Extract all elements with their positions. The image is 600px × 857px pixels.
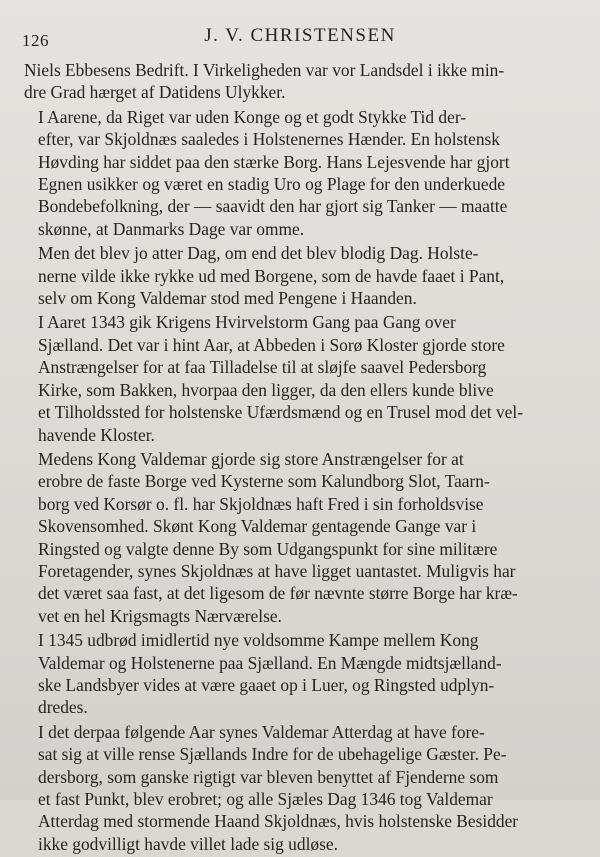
text-line: I Aaret 1343 gik Krigens Hvirvelstorm Gang paa Gang over: [38, 312, 456, 333]
text-line: Bondebefolkning, der — saavidt den har gjort sig Tanker — maatte: [38, 196, 508, 217]
paragraph: [24, 242, 576, 309]
text-line: Men det blev jo atter Dag, om end det blev blodig Dag. Holste-: [38, 243, 479, 264]
text-line: Niels Ebbesens Bedrift. I Virkeligheden var vor Landsdel i ikke min-: [24, 60, 505, 80]
text-line: I Aarene, da Riget var uden Konge og et godt Stykke Tid der-: [38, 106, 467, 127]
text-line: Kirke, som Bakken, hvorpaa den ligger, da den ellers kunde blive: [38, 379, 494, 400]
text-line: Valdemar og Holstenerne paa Sjælland. En Mængde midtsjælland-: [38, 652, 502, 673]
paragraph: [24, 721, 576, 855]
paragraph: [24, 629, 576, 719]
text-line: et fast Punkt, blev erobret; og alle Sjæles Dag 1346 tog Valdemar: [38, 789, 493, 809]
text-line: et Tilholdssted for holstenske Ufærdsmænd og en Trusel mod det vel-: [38, 402, 524, 423]
text-line: Sjælland. Det var i hint Aar, at Abbeden i Sorø Kloster gjorde store: [38, 334, 505, 355]
text-line: dredes.: [38, 697, 88, 718]
text-line: Ringsted og valgte denne By som Udgangspunkt for sine militære: [38, 538, 498, 559]
text-line: Medens Kong Valdemar gjorde sig store Anstrængelser for at: [38, 448, 464, 469]
text-line: ikke godvilligt havde villet lade sig udløse.: [38, 833, 338, 854]
running-head: J. V. CHRISTENSEN: [204, 25, 396, 46]
text-line: dre Grad hærget af Datidens Ulykker.: [24, 82, 286, 103]
text-line: skønne, at Danmarks Dage var omme.: [38, 218, 305, 239]
text-line: Skovensomhed. Skønt Kong Valdemar gentagende Gange var i: [38, 516, 477, 537]
paragraph: [24, 59, 576, 104]
text-line: Høvding har siddet paa den stærke Borg. Hans Lejesvende har gjort: [38, 151, 510, 172]
text-line: I 1345 udbrød imidlertid nye voldsomme Kampe mellem Kong: [38, 630, 479, 651]
text-line: dersborg, som ganske rigtigt var bleven benyttet af Fjenderne som: [38, 766, 499, 787]
text-line: sat sig at ville rense Sjællands Indre for de ubehagelige Gæster. Pe-: [38, 744, 507, 765]
text-line: vet en hel Krigsmagts Nærværelse.: [38, 605, 282, 626]
text-line: selv om Kong Valdemar stod med Pengene i Haanden.: [38, 288, 417, 309]
paragraph: [24, 448, 576, 627]
text-line: borg ved Korsør o. fl. har Skjoldnæs haft Fred i sin forholdsvise: [38, 493, 484, 514]
text-line: nerne vilde ikke rykke ud med Borgene, som de havde faaet i Pant,: [38, 265, 505, 286]
text-line: efter, var Skjoldnæs saaledes i Holstenernes Hænder. En holstensk: [38, 129, 500, 150]
text-line: Egnen usikker og været en stadig Uro og Plage for den underkuede: [38, 174, 506, 195]
body-text: [24, 59, 576, 857]
page-number: 126: [22, 31, 49, 50]
text-line: Anstrængelser for at faa Tilladelse til at sløjfe saavel Pedersborg: [38, 357, 487, 378]
text-line: I det derpaa følgende Aar synes Valdemar Atterdag at have fore-: [38, 721, 485, 742]
text-line: Atterdag med stormende Haand Skjoldnæs, hvis holstenske Besidder: [38, 811, 519, 832]
page-header: [22, 23, 578, 51]
paragraph: [24, 106, 576, 240]
text-line: havende Kloster.: [38, 424, 155, 445]
text-line: ske Landsbyer vides at være gaaet op i Luer, og Ringsted udplyn-: [38, 674, 495, 695]
text-line: erobre de faste Borge ved Kysterne som Kalundborg Slot, Taarn-: [38, 471, 490, 492]
text-line: Foretagender, synes Skjoldnæs at have ligget uantastet. Muligvis har: [38, 560, 516, 581]
text-line: det været saa fast, at det ligesom de før nævnte større Borge har kræ-: [38, 583, 518, 604]
paragraph: [24, 311, 576, 445]
